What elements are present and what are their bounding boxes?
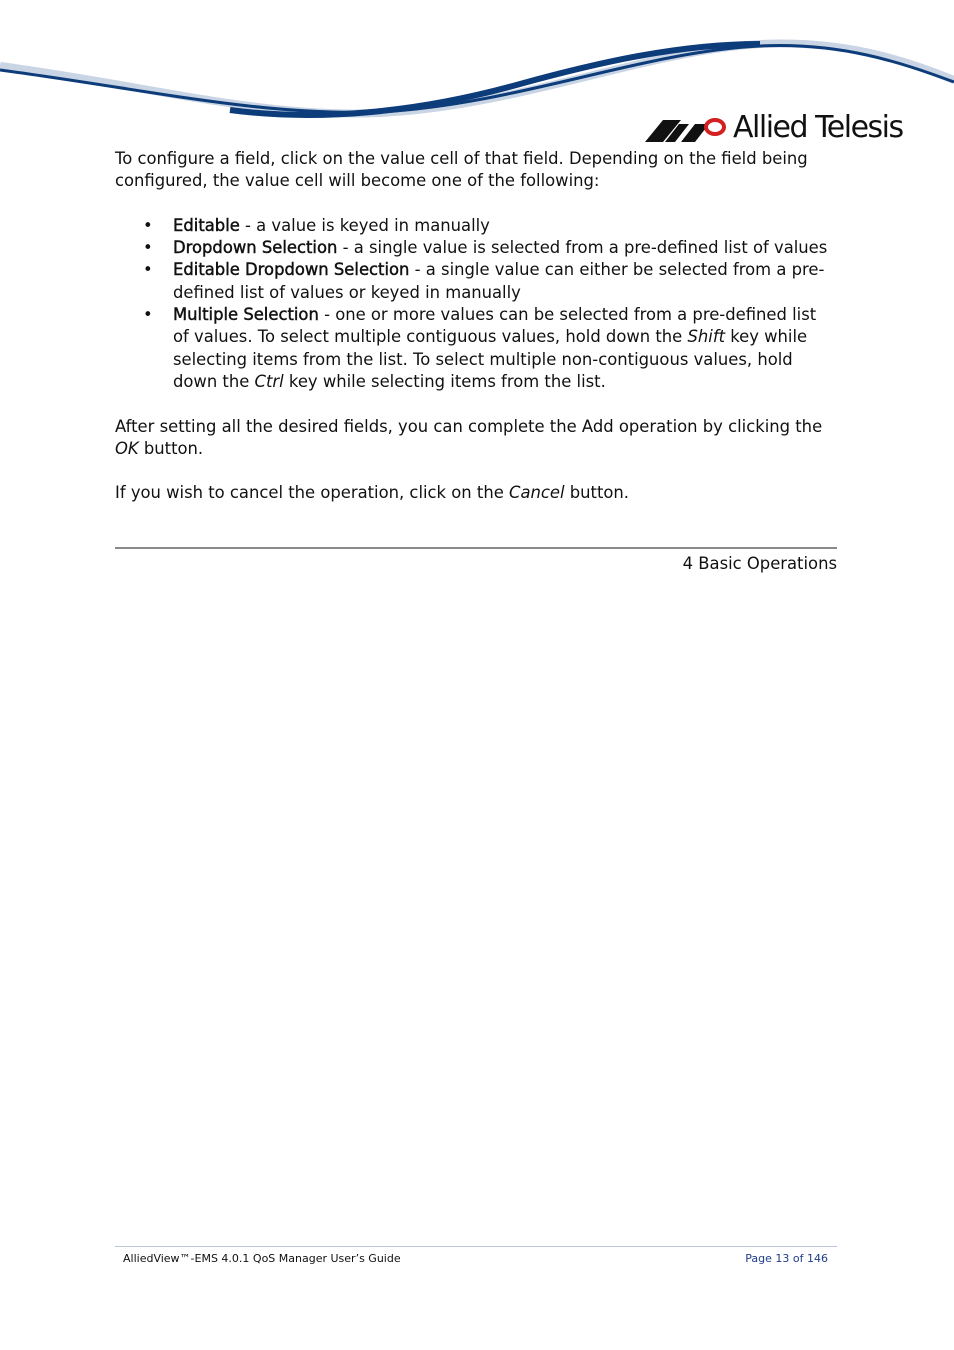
list-item: [143, 259, 837, 304]
term-dropdown-selection: Dropdown Selection: [173, 238, 338, 258]
cancel-paragraph-tail: button.: [564, 483, 630, 503]
ok-paragraph: [115, 416, 837, 461]
footer-page-number: Page 13 of 146: [745, 1252, 828, 1265]
field-type-list: [115, 215, 837, 393]
term-description: key while selecting items from the list.: [283, 371, 606, 391]
shift-key-name: Shift: [687, 327, 726, 347]
ctrl-key-name: Ctrl: [254, 371, 284, 391]
logo-wordmark: Allied Telesis: [733, 110, 903, 145]
intro-paragraph: To configure a field, click on the value cell of that field. Depending on the field being configured, the value cell will become one of the following:: [115, 149, 808, 191]
bullet-icon: •: [143, 238, 153, 258]
list-item: [143, 304, 837, 393]
list-item: [143, 215, 837, 237]
section-heading: 4 Basic Operations: [682, 554, 837, 573]
term-description: - one or more values can be selected from a pre-defined list of values. To select multiple contiguous values, hold down the: [173, 305, 817, 347]
cancel-button-name: Cancel: [509, 483, 565, 503]
section-divider: [115, 547, 837, 549]
bullet-icon: •: [143, 260, 153, 280]
term-description: key while selecting items from the list. To select multiple non-contiguous values, hold down the: [173, 327, 808, 391]
bullet-icon: •: [143, 215, 153, 235]
term-editable-dropdown-selection: Editable Dropdown Selection: [173, 260, 410, 280]
footer-divider: [115, 1246, 837, 1247]
ok-paragraph-text: After setting all the desired fields, you can complete the Add operation by clicking the: [115, 416, 823, 436]
term-editable: Editable: [173, 215, 240, 235]
list-item: [143, 237, 837, 259]
footer-doc-title: AlliedView™-EMS 4.0.1 QoS Manager User’s Guide: [123, 1252, 401, 1265]
cancel-paragraph-text: If you wish to cancel the operation, click on the: [115, 483, 509, 503]
allied-telesis-logo: [645, 108, 903, 148]
term-description: - a single value is selected from a pre-defined list of values: [337, 238, 828, 258]
ok-button-name: OK: [115, 438, 139, 458]
term-description: - a single value can either be selected from a pre-defined list of values or keyed in manually: [173, 260, 825, 302]
bullet-icon: •: [143, 305, 153, 325]
allied-telesis-logo-mark-icon: [645, 114, 727, 142]
cancel-paragraph: [115, 482, 837, 504]
term-description: - a value is keyed in manually: [239, 215, 490, 235]
ok-paragraph-tail: button.: [138, 438, 204, 458]
term-multiple-selection: Multiple Selection: [173, 305, 319, 325]
document-body: [115, 148, 837, 527]
